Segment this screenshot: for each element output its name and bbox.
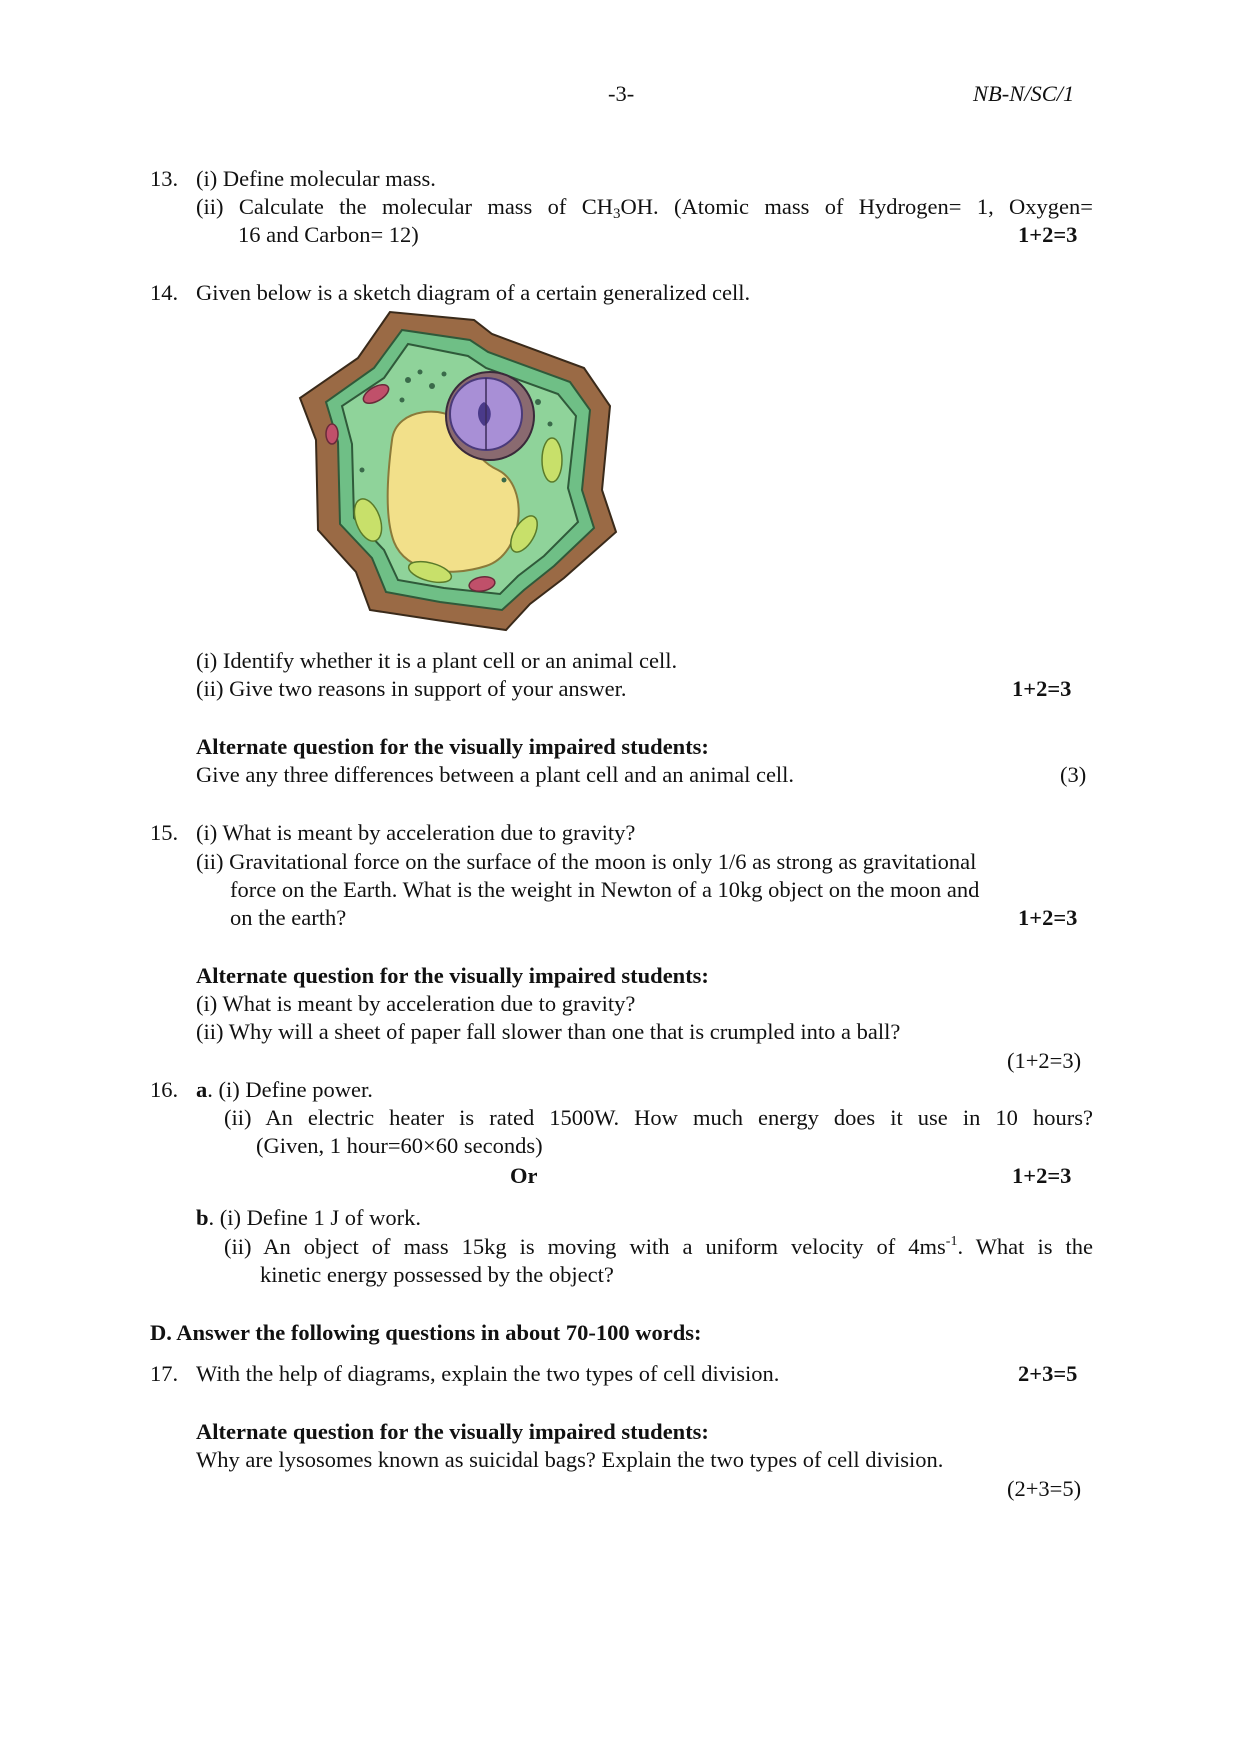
- q15-number: 15.: [150, 820, 179, 845]
- q15-part-ii-line3: on the earth?: [230, 905, 347, 930]
- q15-part-ii: (ii) Gravitational force on the surface of the moon is only 1/6 as strong as gravitational: [196, 849, 977, 874]
- page-number: -3-: [608, 81, 635, 106]
- q17-text: With the help of diagrams, explain the two types of cell division.: [196, 1361, 780, 1386]
- paper-code: NB-N/SC/1: [973, 81, 1075, 106]
- q17-marks: 2+3=5: [1018, 1361, 1078, 1386]
- q14-number: 14.: [150, 280, 179, 305]
- q13-marks: 1+2=3: [1018, 222, 1078, 247]
- q15-marks: 1+2=3: [1018, 905, 1078, 930]
- q16-b-part-ii-cont: kinetic energy possessed by the object?: [260, 1262, 614, 1287]
- q16-a-part-ii: (ii) An electric heater is rated 1500W. How much energy does it use in 10 hours?: [224, 1105, 1093, 1130]
- q16-option-a: a. (i) Define power.: [196, 1077, 373, 1102]
- q17-alt-text: Why are lysosomes known as suicidal bags? Explain the two types of cell division.: [196, 1447, 944, 1472]
- q17-alt-marks: (2+3=5): [1007, 1476, 1082, 1501]
- plant-cell-diagram: [298, 310, 628, 640]
- q15-part-ii-line2: force on the Earth. What is the weight in Newton of a 10kg object on the moon and: [230, 877, 980, 902]
- q16-marks: 1+2=3: [1012, 1163, 1072, 1188]
- q16-b-part-ii: (ii) An object of mass 15kg is moving with a uniform velocity of $4ms^{-1}$. What is the: [224, 1234, 1093, 1259]
- q14-alt-marks: (3): [1060, 762, 1087, 787]
- q13-number: 13.: [150, 166, 179, 191]
- q14-alt-text: Give any three differences between a plant cell and an animal cell.: [196, 762, 795, 787]
- q13-part-ii: (ii) Calculate the molecular mass of $CH_3OH$. (Atomic mass of Hydrogen= 1, Oxygen=: [196, 194, 1093, 222]
- q15-part-i: (i) What is meant by acceleration due to gravity?: [196, 820, 636, 845]
- q14-marks: 1+2=3: [1012, 676, 1072, 701]
- q14-part-ii: (ii) Give two reasons in support of your answer.: [196, 676, 627, 701]
- q17-number: 17.: [150, 1361, 179, 1386]
- q13-part-i: (i) Define molecular mass.: [196, 166, 436, 191]
- q16-a-part-ii-cont: (Given, 1 hour=60×60 seconds): [256, 1133, 543, 1158]
- q13-part-ii-cont: 16 and Carbon= 12): [238, 222, 419, 247]
- q14-alt-title: Alternate question for the visually impaired students:: [196, 734, 709, 759]
- section-d-heading: D. Answer the following questions in about 70-100 words:: [150, 1320, 702, 1345]
- q16-option-b: b. (i) Define 1 J of work.: [196, 1205, 421, 1230]
- q16-number: 16.: [150, 1077, 179, 1102]
- q17-alt-title: Alternate question for the visually impaired students:: [196, 1419, 709, 1444]
- q15-alt-part-ii: (ii) Why will a sheet of paper fall slower than one that is crumpled into a ball?: [196, 1019, 901, 1044]
- q15-alt-title: Alternate question for the visually impaired students:: [196, 963, 709, 988]
- q15-alt-part-i: (i) What is meant by acceleration due to gravity?: [196, 991, 636, 1016]
- q16-or: Or: [510, 1163, 538, 1188]
- q15-alt-marks: (1+2=3): [1007, 1048, 1082, 1073]
- q14-part-i: (i) Identify whether it is a plant cell or an animal cell.: [196, 648, 678, 673]
- q14-text: Given below is a sketch diagram of a certain generalized cell.: [196, 280, 751, 305]
